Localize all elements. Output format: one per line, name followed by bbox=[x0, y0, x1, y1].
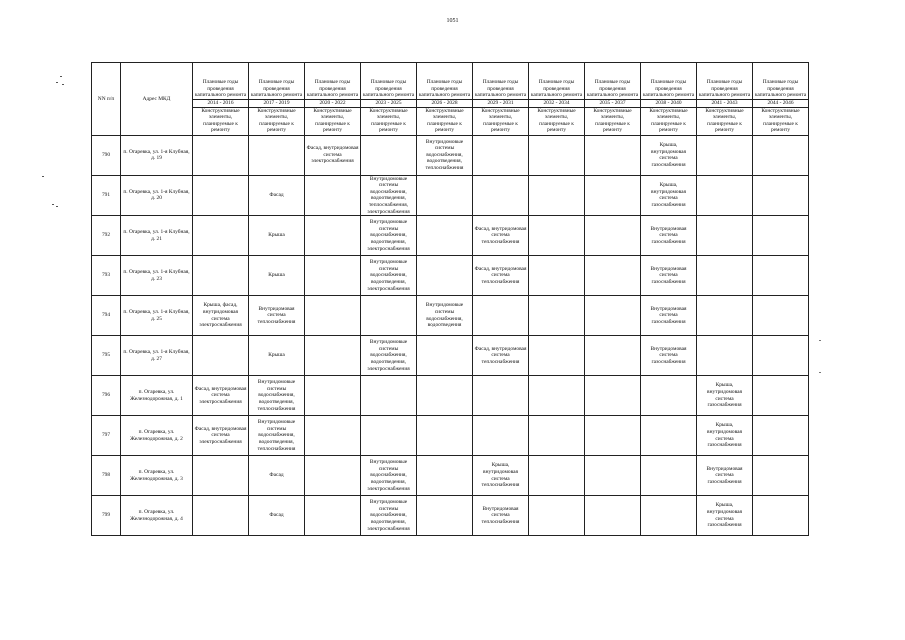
repair-elements-cell bbox=[249, 135, 305, 175]
period-range-header: 2017 - 2019 bbox=[249, 100, 305, 108]
building-address: п. Огаревка, ул. 1-я Клубная, д. 23 bbox=[121, 256, 193, 296]
repair-elements-cell bbox=[417, 496, 473, 536]
period-title-header: Плановые годы проведения капитального ремонта bbox=[417, 63, 473, 100]
repair-elements-cell: Внутридомовые системы водоснабжения, водоотведения, электроснабжения bbox=[361, 256, 417, 296]
row-number: 790 bbox=[92, 135, 121, 175]
period-title-header: Плановые годы проведения капитального ремонта bbox=[249, 63, 305, 100]
repair-elements-cell: Фасад, внутридомовая система электроснабжения bbox=[193, 376, 249, 416]
period-title-header: Плановые годы проведения капитального ремонта bbox=[585, 63, 641, 100]
repair-elements-cell bbox=[753, 256, 809, 296]
repair-elements-cell bbox=[585, 416, 641, 456]
repair-elements-cell bbox=[585, 376, 641, 416]
table-body bbox=[92, 135, 809, 536]
repair-elements-cell bbox=[305, 175, 361, 216]
repair-elements-cell: Фасад, внутридомовая система теплоснабжения bbox=[473, 216, 529, 256]
period-range-header: 2041 - 2043 bbox=[697, 100, 753, 108]
repair-elements-cell bbox=[417, 216, 473, 256]
elements-subheader: Конструктивные элементы, планируемые к ремонту bbox=[361, 107, 417, 135]
repair-elements-cell: Внутридомовые системы водоснабжения, водоотведения, электроснабжения bbox=[361, 336, 417, 376]
repair-elements-cell: Фасад bbox=[249, 496, 305, 536]
period-range-header: 2035 - 2037 bbox=[585, 100, 641, 108]
repair-elements-cell bbox=[697, 336, 753, 376]
repair-elements-cell: Крыша, внутридомовая система газоснабжения bbox=[641, 175, 697, 216]
repair-elements-cell: Внутридомовые системы водоснабжения, водоотведения, электроснабжения bbox=[361, 216, 417, 256]
elements-subheader: Конструктивные элементы, планируемые к ремонту bbox=[585, 107, 641, 135]
repair-elements-cell bbox=[193, 256, 249, 296]
repair-elements-cell: Крыша bbox=[249, 216, 305, 256]
repair-elements-cell bbox=[305, 376, 361, 416]
repair-elements-cell bbox=[193, 175, 249, 216]
repair-elements-cell: Крыша, внутридомовая система газоснабжения bbox=[697, 376, 753, 416]
column-header-number: NN п/п bbox=[92, 63, 121, 136]
table-row bbox=[92, 256, 809, 296]
repair-elements-cell bbox=[585, 336, 641, 376]
repair-elements-cell bbox=[529, 496, 585, 536]
page-number: 1051 bbox=[446, 18, 459, 24]
repair-elements-cell bbox=[529, 416, 585, 456]
repair-elements-cell bbox=[305, 216, 361, 256]
repair-elements-cell bbox=[305, 336, 361, 376]
repair-elements-cell bbox=[753, 416, 809, 456]
repair-elements-cell bbox=[641, 496, 697, 536]
repair-elements-cell: Внутридомовые системы водоснабжения, водоотведения bbox=[417, 296, 473, 336]
period-range-header: 2044 - 2046 bbox=[753, 100, 809, 108]
repair-elements-cell bbox=[361, 135, 417, 175]
repair-elements-cell bbox=[305, 256, 361, 296]
repair-elements-cell bbox=[529, 256, 585, 296]
repair-elements-cell: Фасад, внутридомовая система электроснабжения bbox=[193, 416, 249, 456]
period-range-header: 2032 - 2034 bbox=[529, 100, 585, 108]
repair-elements-cell: Внутридомовые системы водоснабжения, водоотведения, теплоснабжения bbox=[249, 376, 305, 416]
repair-elements-cell bbox=[473, 135, 529, 175]
row-number: 799 bbox=[92, 496, 121, 536]
repair-elements-cell bbox=[417, 336, 473, 376]
elements-subheader: Конструктивные элементы, планируемые к ремонту bbox=[305, 107, 361, 135]
repair-elements-cell bbox=[193, 216, 249, 256]
scan-speck bbox=[819, 372, 821, 373]
repair-elements-cell: Внутридомовые системы водоснабжения, водоотведения, электроснабжения bbox=[361, 496, 417, 536]
repair-elements-cell bbox=[529, 135, 585, 175]
repair-elements-cell: Внутридомовая система газоснабжения bbox=[641, 336, 697, 376]
elements-subheader: Конструктивные элементы, планируемые к ремонту bbox=[697, 107, 753, 135]
building-address: п. Огаревка, ул. 1-я Клубная, д. 19 bbox=[121, 135, 193, 175]
period-title-header: Плановые годы проведения капитального ремонта bbox=[193, 63, 249, 100]
elements-subheader: Конструктивные элементы, планируемые к ремонту bbox=[753, 107, 809, 135]
scan-speck bbox=[819, 340, 821, 341]
repair-elements-cell bbox=[697, 135, 753, 175]
period-range-header: 2038 - 2040 bbox=[641, 100, 697, 108]
repair-elements-cell bbox=[529, 376, 585, 416]
repair-elements-cell: Внутридомовая система теплоснабжения bbox=[249, 296, 305, 336]
repair-elements-cell bbox=[585, 175, 641, 216]
repair-schedule-table bbox=[91, 62, 809, 536]
repair-elements-cell bbox=[417, 376, 473, 416]
elements-subheader: Конструктивные элементы, планируемые к ремонту bbox=[249, 107, 305, 135]
period-range-header: 2029 - 2031 bbox=[473, 100, 529, 108]
repair-elements-cell: Внутридомовые системы водоснабжения, водоотведения, теплоснабжения bbox=[249, 416, 305, 456]
building-address: п. Огаревка, ул. 1-я Клубная, д. 25 bbox=[121, 296, 193, 336]
elements-subheader: Конструктивные элементы, планируемые к ремонту bbox=[473, 107, 529, 135]
period-title-header: Плановые годы проведения капитального ремонта bbox=[753, 63, 809, 100]
repair-elements-cell bbox=[361, 416, 417, 456]
period-title-header: Плановые годы проведения капитального ремонта bbox=[697, 63, 753, 100]
repair-elements-cell bbox=[529, 216, 585, 256]
column-header-address: Адрес МКД bbox=[121, 63, 193, 136]
table-row bbox=[92, 296, 809, 336]
repair-elements-cell bbox=[361, 376, 417, 416]
building-address: п. Огаревка, ул. 1-я Клубная, д. 20 bbox=[121, 175, 193, 216]
repair-elements-cell bbox=[753, 496, 809, 536]
repair-elements-cell bbox=[697, 296, 753, 336]
table-row bbox=[92, 416, 809, 456]
repair-elements-cell bbox=[305, 416, 361, 456]
repair-elements-cell: Фасад, внутридомовая система теплоснабжения bbox=[473, 336, 529, 376]
repair-elements-cell: Фасад, внутридомовая система электроснабжения bbox=[305, 135, 361, 175]
repair-elements-cell: Внутридомовые системы водоснабжения, водоотведения, теплоснабжения, электроснабжения bbox=[361, 175, 417, 216]
repair-elements-cell bbox=[753, 336, 809, 376]
repair-elements-cell bbox=[753, 376, 809, 416]
repair-elements-cell bbox=[585, 296, 641, 336]
repair-elements-cell: Внутридомовая система теплоснабжения bbox=[473, 496, 529, 536]
table-row bbox=[92, 376, 809, 416]
repair-elements-cell: Крыша, внутридомовая система теплоснабжения bbox=[473, 456, 529, 496]
repair-elements-cell bbox=[361, 296, 417, 336]
repair-elements-cell bbox=[193, 336, 249, 376]
row-number: 798 bbox=[92, 456, 121, 496]
period-title-header: Плановые годы проведения капитального ремонта bbox=[361, 63, 417, 100]
period-range-header: 2020 - 2022 bbox=[305, 100, 361, 108]
repair-elements-cell: Крыша bbox=[249, 336, 305, 376]
repair-elements-cell bbox=[641, 456, 697, 496]
repair-elements-cell bbox=[473, 416, 529, 456]
period-title-header: Плановые годы проведения капитального ремонта bbox=[641, 63, 697, 100]
repair-elements-cell bbox=[753, 456, 809, 496]
repair-elements-cell: Внутридомовая система газоснабжения bbox=[697, 456, 753, 496]
repair-elements-cell bbox=[585, 456, 641, 496]
repair-elements-cell: Внутридомовые системы водоснабжения, водоотведения, электроснабжения bbox=[361, 456, 417, 496]
repair-elements-cell bbox=[753, 135, 809, 175]
repair-elements-cell bbox=[473, 175, 529, 216]
repair-elements-cell: Крыша bbox=[249, 256, 305, 296]
repair-elements-cell: Крыша, фасад, внутридомовая система электроснабжения bbox=[193, 296, 249, 336]
repair-elements-cell bbox=[473, 296, 529, 336]
row-number: 796 bbox=[92, 376, 121, 416]
building-address: п. Огаревка, ул. Железнодорожная, д. 3 bbox=[121, 456, 193, 496]
repair-elements-cell bbox=[753, 216, 809, 256]
row-number: 794 bbox=[92, 296, 121, 336]
building-address: п. Огаревка, ул. 1-я Клубная, д. 21 bbox=[121, 216, 193, 256]
table-header bbox=[92, 63, 809, 136]
table-row bbox=[92, 336, 809, 376]
repair-elements-cell: Внутридомовые системы водоснабжения, водоотведения, теплоснабжения bbox=[417, 135, 473, 175]
repair-elements-cell bbox=[697, 216, 753, 256]
table-row bbox=[92, 496, 809, 536]
repair-elements-cell bbox=[529, 336, 585, 376]
repair-elements-cell: Крыша, внутридомовая система газоснабжения bbox=[697, 496, 753, 536]
period-range-header: 2026 - 2028 bbox=[417, 100, 473, 108]
repair-elements-cell bbox=[697, 256, 753, 296]
repair-elements-cell bbox=[641, 416, 697, 456]
repair-elements-cell bbox=[193, 456, 249, 496]
building-address: п. Огаревка, ул. Железнодорожная, д. 2 bbox=[121, 416, 193, 456]
repair-elements-cell bbox=[585, 256, 641, 296]
elements-subheader: Конструктивные элементы, планируемые к ремонту bbox=[529, 107, 585, 135]
repair-elements-cell bbox=[193, 496, 249, 536]
table-row bbox=[92, 216, 809, 256]
repair-elements-cell bbox=[753, 175, 809, 216]
building-address: п. Огаревка, ул. Железнодорожная, д. 1 bbox=[121, 376, 193, 416]
repair-elements-cell bbox=[305, 496, 361, 536]
period-range-header: 2023 - 2025 bbox=[361, 100, 417, 108]
period-title-header: Плановые годы проведения капитального ремонта bbox=[473, 63, 529, 100]
building-address: п. Огаревка, ул. Железнодорожная, д. 4 bbox=[121, 496, 193, 536]
table-row bbox=[92, 135, 809, 175]
repair-elements-cell: Фасад, внутридомовая система теплоснабжения bbox=[473, 256, 529, 296]
row-number: 791 bbox=[92, 175, 121, 216]
repair-elements-cell bbox=[585, 496, 641, 536]
repair-elements-cell bbox=[529, 175, 585, 216]
repair-elements-cell bbox=[641, 376, 697, 416]
elements-subheader: Конструктивные элементы, планируемые к ремонту bbox=[641, 107, 697, 135]
repair-elements-cell bbox=[529, 296, 585, 336]
repair-elements-cell bbox=[417, 456, 473, 496]
elements-subheader: Конструктивные элементы, планируемые к ремонту bbox=[193, 107, 249, 135]
period-title-header: Плановые годы проведения капитального ремонта bbox=[529, 63, 585, 100]
repair-elements-cell bbox=[585, 216, 641, 256]
repair-elements-cell: Крыша, внутридомовая система газоснабжения bbox=[697, 416, 753, 456]
scan-margin-marks bbox=[40, 74, 66, 204]
row-number: 797 bbox=[92, 416, 121, 456]
repair-elements-cell: Крыша, внутридомовая система газоснабжения bbox=[641, 135, 697, 175]
repair-elements-cell bbox=[417, 416, 473, 456]
elements-subheader: Конструктивные элементы, планируемые к ремонту bbox=[417, 107, 473, 135]
repair-elements-cell bbox=[529, 456, 585, 496]
repair-elements-cell: Внутридомовая система газоснабжения bbox=[641, 216, 697, 256]
repair-elements-cell: Внутридомовая система газоснабжения bbox=[641, 296, 697, 336]
table-row bbox=[92, 456, 809, 496]
repair-elements-cell bbox=[473, 376, 529, 416]
period-range-header: 2014 - 2016 bbox=[193, 100, 249, 108]
row-number: 792 bbox=[92, 216, 121, 256]
repair-elements-cell bbox=[417, 256, 473, 296]
repair-elements-cell bbox=[417, 175, 473, 216]
repair-elements-cell bbox=[305, 296, 361, 336]
table-row bbox=[92, 175, 809, 216]
row-number: 793 bbox=[92, 256, 121, 296]
repair-elements-cell: Внутридомовая система газоснабжения bbox=[641, 256, 697, 296]
repair-elements-cell bbox=[193, 135, 249, 175]
repair-elements-cell: Фасад bbox=[249, 456, 305, 496]
building-address: п. Огаревка, ул. 1-я Клубная, д. 27 bbox=[121, 336, 193, 376]
repair-elements-cell: Фасад bbox=[249, 175, 305, 216]
repair-elements-cell bbox=[585, 135, 641, 175]
repair-elements-cell bbox=[697, 175, 753, 216]
repair-elements-cell bbox=[305, 456, 361, 496]
repair-elements-cell bbox=[753, 296, 809, 336]
period-title-header: Плановые годы проведения капитального ремонта bbox=[305, 63, 361, 100]
row-number: 795 bbox=[92, 336, 121, 376]
